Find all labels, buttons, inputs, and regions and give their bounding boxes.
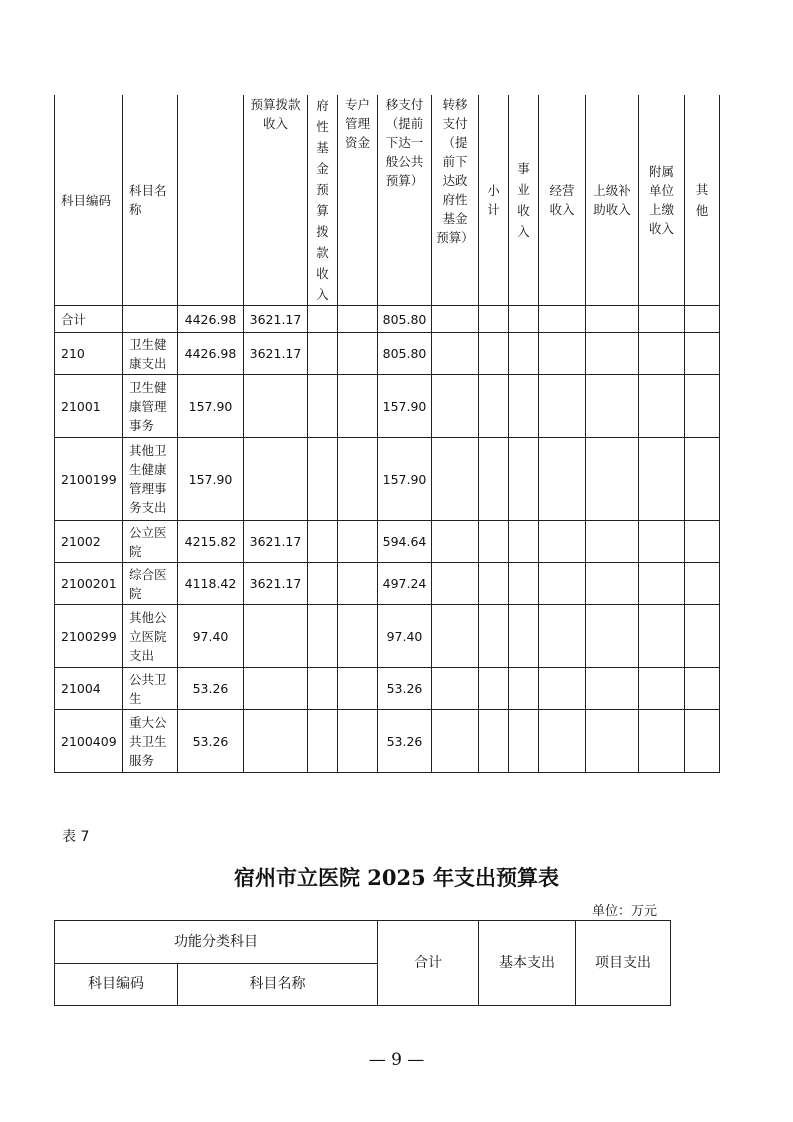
cell-code: 21002 [55, 521, 123, 563]
cell-c7 [509, 375, 539, 438]
cell-name: 其他卫 生健康 管理事 务支出 [123, 438, 178, 521]
cell-name: 其他公 立医院 支出 [123, 605, 178, 668]
cell-c11 [685, 605, 720, 668]
cell-c1: 3621.17 [244, 306, 308, 333]
cell-c4: 805.80 [378, 333, 432, 375]
cell-c2 [308, 375, 338, 438]
cell-c5 [432, 438, 479, 521]
cell-code: 210 [55, 333, 123, 375]
cell-c5 [432, 306, 479, 333]
cell-c3 [338, 375, 378, 438]
cell-total: 4426.98 [178, 333, 244, 375]
cell-c2 [308, 333, 338, 375]
col-header-code: 科目编码 [55, 964, 178, 1006]
cell-name: 重大公 共卫生 服务 [123, 710, 178, 773]
cell-c1 [244, 668, 308, 710]
cell-total: 157.90 [178, 375, 244, 438]
cell-c9 [586, 710, 639, 773]
table-row [55, 306, 720, 333]
cell-c3 [338, 710, 378, 773]
cell-c4: 805.80 [378, 306, 432, 333]
cell-total: 157.90 [178, 438, 244, 521]
cell-code: 2100199 [55, 438, 123, 521]
table-row [55, 668, 720, 710]
col-header-basic-expenditure: 基本支出 [479, 921, 576, 1006]
cell-code: 21004 [55, 668, 123, 710]
cell-c9 [586, 375, 639, 438]
expenditure-budget-table [54, 920, 671, 1006]
cell-c11 [685, 333, 720, 375]
cell-c4: 53.26 [378, 668, 432, 710]
cell-c11 [685, 563, 720, 605]
cell-c10 [639, 668, 685, 710]
cell-c3 [338, 438, 378, 521]
cell-total: 97.40 [178, 605, 244, 668]
cell-c8 [539, 333, 586, 375]
cell-c8 [539, 563, 586, 605]
cell-c11 [685, 710, 720, 773]
cell-c6 [479, 521, 509, 563]
cell-c6 [479, 333, 509, 375]
cell-c10 [639, 563, 685, 605]
cell-c3 [338, 306, 378, 333]
cell-c2 [308, 306, 338, 333]
cell-c2 [308, 521, 338, 563]
cell-total: 4118.42 [178, 563, 244, 605]
table-row [55, 605, 720, 668]
cell-c6 [479, 668, 509, 710]
cell-c4: 53.26 [378, 710, 432, 773]
cell-name [123, 306, 178, 333]
cell-c9 [586, 605, 639, 668]
cell-c3 [338, 563, 378, 605]
cell-name: 公共卫 生 [123, 668, 178, 710]
table-row [55, 375, 720, 438]
cell-c3 [338, 521, 378, 563]
cell-c4: 157.90 [378, 375, 432, 438]
cell-c8 [539, 710, 586, 773]
cell-code: 合计 [55, 306, 123, 333]
col-header-superior-subsidy: 上级补 助收入 [586, 95, 639, 306]
cell-c3 [338, 333, 378, 375]
col-header-code: 科目编码 [55, 95, 123, 306]
cell-total: 53.26 [178, 668, 244, 710]
cell-c9 [586, 306, 639, 333]
table-row [55, 438, 720, 521]
group-header-function-class: 功能分类科目 [55, 921, 378, 964]
col-header-budget-appropriation: 预算拨款 收入 [244, 95, 308, 306]
cell-c4: 497.24 [378, 563, 432, 605]
cell-c7 [509, 710, 539, 773]
col-header-other: 其他 [685, 95, 720, 306]
unit-label: 单位：万元 [592, 904, 658, 919]
col-header-operating-income: 经营 收入 [539, 95, 586, 306]
cell-c10 [639, 375, 685, 438]
cell-c1 [244, 438, 308, 521]
cell-c10 [639, 521, 685, 563]
cell-c9 [586, 521, 639, 563]
cell-name: 卫生健 康支出 [123, 333, 178, 375]
cell-code: 2100299 [55, 605, 123, 668]
cell-total: 4215.82 [178, 521, 244, 563]
cell-c5 [432, 375, 479, 438]
cell-c11 [685, 438, 720, 521]
cell-total: 53.26 [178, 710, 244, 773]
col-header-subtotal: 小 计 [479, 95, 509, 306]
cell-name: 卫生健 康管理 事务 [123, 375, 178, 438]
col-header-transfer-gov-fund: 转移 支付 （提 前下 达政 府性 基金 预算） [432, 95, 479, 306]
cell-c4: 97.40 [378, 605, 432, 668]
col-header-total [178, 95, 244, 306]
cell-c1: 3621.17 [244, 333, 308, 375]
col-header-special-account: 专户 管理 资金 [338, 95, 378, 306]
col-header-subsidiary-remittance: 附属 单位 上缴 收入 [639, 95, 685, 306]
cell-c5 [432, 521, 479, 563]
cell-c10 [639, 710, 685, 773]
cell-c7 [509, 438, 539, 521]
col-header-project-expenditure: 项目支出 [576, 921, 671, 1006]
cell-code: 2100201 [55, 563, 123, 605]
cell-c6 [479, 563, 509, 605]
cell-c9 [586, 563, 639, 605]
cell-c7 [509, 605, 539, 668]
cell-c1 [244, 710, 308, 773]
col-header-name: 科目名 称 [123, 95, 178, 306]
cell-c7 [509, 306, 539, 333]
col-header-total: 合计 [378, 921, 479, 1006]
cell-c2 [308, 605, 338, 668]
table-row [55, 521, 720, 563]
cell-c3 [338, 668, 378, 710]
col-header-business-income: 事业收入 [509, 95, 539, 306]
cell-c7 [509, 563, 539, 605]
cell-c8 [539, 668, 586, 710]
cell-c2 [308, 668, 338, 710]
cell-c8 [539, 438, 586, 521]
cell-c10 [639, 333, 685, 375]
page-title: 宿州市立医院 2025 年支出预算表 [233, 865, 560, 890]
cell-c7 [509, 333, 539, 375]
table-row [55, 710, 720, 773]
cell-c4: 594.64 [378, 521, 432, 563]
cell-c8 [539, 521, 586, 563]
col-header-transfer-general: 移支付 （提前 下达一 般公共 预算） [378, 95, 432, 306]
cell-c2 [308, 438, 338, 521]
table-row [55, 563, 720, 605]
cell-c11 [685, 521, 720, 563]
cell-c1 [244, 375, 308, 438]
cell-c6 [479, 438, 509, 521]
cell-c9 [586, 668, 639, 710]
cell-c7 [509, 668, 539, 710]
col-header-gov-fund-appropriation: 府性基金预算拨款收入 [308, 95, 338, 306]
table-row [55, 333, 720, 375]
page-number: — 9 — [368, 1050, 425, 1070]
cell-c6 [479, 605, 509, 668]
cell-c8 [539, 375, 586, 438]
cell-c5 [432, 710, 479, 773]
cell-c11 [685, 375, 720, 438]
cell-c3 [338, 605, 378, 668]
cell-code: 2100409 [55, 710, 123, 773]
cell-c2 [308, 563, 338, 605]
cell-c11 [685, 306, 720, 333]
cell-c4: 157.90 [378, 438, 432, 521]
table-header-row [55, 95, 720, 306]
cell-name: 公立医 院 [123, 521, 178, 563]
cell-c9 [586, 438, 639, 521]
cell-c8 [539, 605, 586, 668]
cell-code: 21001 [55, 375, 123, 438]
cell-c10 [639, 605, 685, 668]
cell-c5 [432, 563, 479, 605]
cell-total: 4426.98 [178, 306, 244, 333]
cell-c11 [685, 668, 720, 710]
cell-c1: 3621.17 [244, 521, 308, 563]
cell-c1: 3621.17 [244, 563, 308, 605]
cell-c10 [639, 438, 685, 521]
income-budget-table [54, 95, 720, 773]
cell-c6 [479, 306, 509, 333]
cell-c2 [308, 710, 338, 773]
col-header-name: 科目名称 [178, 964, 378, 1006]
cell-c10 [639, 306, 685, 333]
cell-c5 [432, 605, 479, 668]
table-label: 表 7 [62, 829, 90, 845]
cell-c5 [432, 668, 479, 710]
cell-c8 [539, 306, 586, 333]
cell-name: 综合医 院 [123, 563, 178, 605]
cell-c9 [586, 333, 639, 375]
cell-c7 [509, 521, 539, 563]
cell-c1 [244, 605, 308, 668]
cell-c6 [479, 375, 509, 438]
cell-c6 [479, 710, 509, 773]
cell-c5 [432, 333, 479, 375]
